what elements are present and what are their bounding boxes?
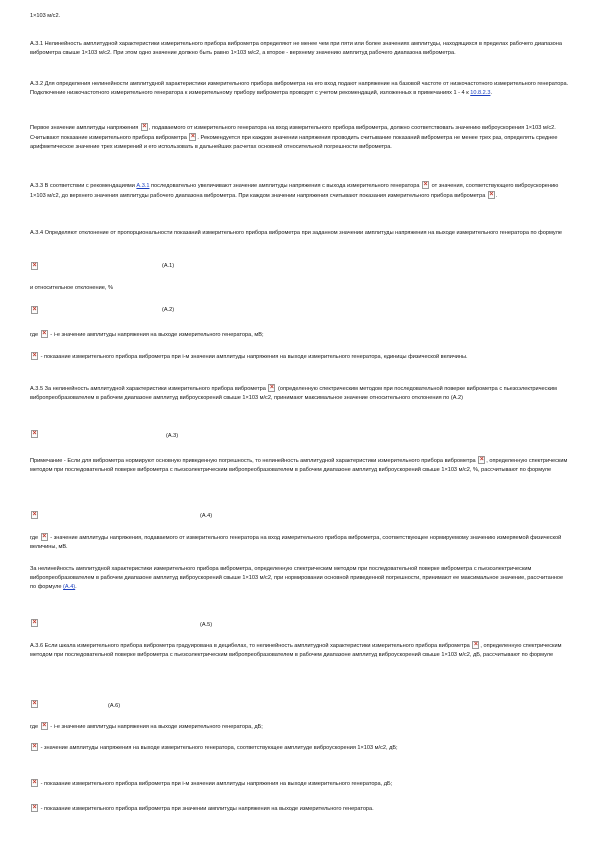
formula-number: (А.1): [162, 263, 175, 269]
text: . Рекомендуется при каждом значении напряжения проводить считывание показаний виброметра не менее трех раз, определять среднее арифметическое значение трех измерений и его использовать в дальнейших расчетах основной относительной погрешности виброметра.: [30, 134, 558, 150]
text: , определенную спектрическим методом при последовательной поверке виброметра с пьезоэлектрическим вибропреобразователем в рабочем диапазоне амплитуд виброускорений свыше 1×103 м/с2, дБ, рассчитывают по формуле: [30, 643, 562, 658]
paragraph-relative-deviation: [30, 284, 570, 293]
formula-image-icon: [268, 384, 275, 392]
formula-image-icon: [41, 533, 48, 541]
text: и относительное отклонение, %: [30, 285, 113, 291]
text: Первое значение амплитуды напряжения: [30, 125, 139, 131]
text: (определенную спектрическим методом при последовательной поверке виброметра с пьезоэлектрическим вибропреобразователем в рабочем диапазоне амплитуд виброускорений свыше 1×103 м/с2, принимают максимальное значение относительного отклонения по (А.2): [30, 386, 557, 401]
text: - показание измерительного прибора виброметра при i-м значении амплитуды напряжения на выходе измерительного генератора, единицы физической величины.: [40, 354, 468, 360]
formula-image-icon: [141, 123, 148, 131]
formula-image-icon: [31, 511, 38, 519]
text: от значения, соответствующего виброускорению 1×103 м/с2, до верхнего значения амплитуды рабочего диапазона виброметра. При каждом значении напряжения считывают показания измерительного прибора виброметра: [30, 183, 559, 199]
formula-image-icon: [31, 430, 38, 438]
paragraph-reading-db: [30, 779, 570, 789]
text: - i-е значение амплитуды напряжения на выходе измерительного генератора, дБ;: [50, 724, 263, 730]
text: Примечание - Если для виброметра нормируют основную приведенную погрешность, то нелинейность амплитудной характеристики измерительного прибора виброметра: [30, 458, 476, 464]
formula-image-icon: [41, 722, 48, 730]
paragraph-reading-final: [30, 804, 570, 814]
text: - показание измерительного прибора виброметра при i-м значении амплитуды напряжения на выходе измерительного генератора, дБ;: [40, 781, 393, 787]
text: , подаваемого от измерительного генератора на вход измерительного прибора виброметра, должно соответствовать значению виброускорения 1×103 м/с2. Считывают показание измерительного прибора виброметра: [30, 125, 556, 141]
text: где: [30, 535, 39, 541]
paragraph-reading: [30, 352, 570, 362]
formula-image-icon: [472, 641, 479, 649]
formula-image-icon: [422, 181, 429, 189]
text: - значение амплитуды напряжения, подаваемого от измерительного генератора на вход измерительного прибора виброметра, соответствующее нормируемому значению измеряемой физической величины, мВ.: [30, 535, 562, 550]
text: , определенную спектрическим методом при последовательной поверке виброметра с пьезоэлектрическим вибропреобразователем в рабочем диапазоне амплитуд виброускорений свыше 1×103 м/с2, %, рассчитывают по формуле: [30, 458, 568, 473]
text: А.3.1 Нелинейность амплитудной характеристики измерительного прибора виброметра определяют не менее чем при пяти или более значениях амплитуды, находящихся в пределах рабочего диапазона виброметра свыше 1×103 м/с2. При этом одно значение должно быть равно 1×103 м/с2, а второе - верхнему значению амплитуд рабочего диапазона виброметра.: [30, 41, 562, 56]
formula-image-icon: [478, 456, 485, 464]
paragraph-where-u: [30, 330, 570, 340]
paragraph-a-3-2: [30, 80, 570, 98]
formula-number: (А.3): [166, 433, 179, 439]
clause-link[interactable]: 10.8.2.3: [470, 89, 491, 96]
formula-image-icon: [41, 330, 48, 338]
paragraph-note: [30, 456, 570, 475]
formula-image-icon: [189, 133, 196, 141]
formula-image-icon: [31, 619, 38, 627]
formula-image-icon: [31, 700, 38, 708]
text: - i-е значение амплитуды напряжения на выходе измерительного генератора, мВ;: [50, 332, 264, 338]
paragraph-where-db: [30, 722, 570, 732]
formula-image-icon: [31, 804, 38, 812]
text: А.3.5 За нелинейность амплитудной характеристики измерительного прибора виброметра: [30, 386, 266, 392]
clause-link[interactable]: А.3.1: [136, 183, 150, 189]
formula-number: (А.6): [108, 703, 121, 709]
paragraph-a-3-5: [30, 384, 570, 403]
text: .: [495, 192, 498, 199]
paragraph-voltage-db: [30, 743, 570, 753]
paragraph-a-3-3: [30, 181, 570, 201]
formula-link[interactable]: (А.4): [63, 583, 76, 590]
formula-number: (А.5): [200, 622, 213, 628]
paragraph-a-3-6: [30, 641, 570, 660]
paragraph-continuation: [30, 12, 570, 21]
formula-image-icon: [31, 306, 38, 314]
text: За нелинейность амплитудной характеристики измерительного прибора виброметра, определенную спектрическим методом при последовательной поверке виброметра с пьезоэлектрическим вибропреобразователем в рабочем диапазоне амплитуд виброускорений свыше 1×103 м/с2, при нормировании основной приведенной погрешности, принимают ее максимальное значение, рассчитанное по формуле: [30, 566, 564, 590]
paragraph-first-voltage: [30, 123, 570, 152]
paragraph-reduced-error: [30, 565, 570, 592]
text: А.3.4 Определяют отклонение от пропорциональности показаний измерительного прибора виброметра при заданном значении амплитуды напряжения на выходе измерительного генератора по формуле: [30, 230, 562, 236]
paragraph-where-un: [30, 533, 570, 552]
text: .: [490, 89, 492, 96]
text: - показание измерительного прибора виброметра при значении амплитуды напряжения на выходе измерительного генератора.: [40, 806, 374, 812]
text: где: [30, 332, 39, 338]
text: 1×103 м/с2.: [30, 13, 61, 19]
text: .: [75, 583, 77, 590]
formula-image-icon: [31, 779, 38, 787]
text: последовательно увеличивают значение амплитуды напряжения с выхода измерительного генератора: [151, 183, 420, 189]
formula-number: (А.4): [200, 513, 213, 519]
text: А.3.3 В соответствии с рекомендациями: [30, 183, 135, 189]
formula-image-icon: [31, 262, 38, 270]
text: - значение амплитуды напряжения на выходе измерительного генератора, соответствующее амплитуде виброускорения 1×103 м/с2, дБ;: [40, 745, 398, 751]
formula-image-icon: [31, 743, 38, 751]
paragraph-a-3-1: [30, 40, 570, 58]
paragraph-a-3-4: [30, 229, 570, 238]
formula-image-icon: [488, 191, 495, 199]
text: где: [30, 724, 39, 730]
text: А.3.6 Если шкала измерительного прибора виброметра градуирована в децибелах, то нелинейность амплитудной характеристики измерительного прибора виброметра: [30, 643, 470, 649]
formula-image-icon: [31, 352, 38, 360]
text: А.3.2 Для определения нелинейности амплитудной характеристики измерительного прибора виброметра на его вход подают напряжение на базовой частоте от низкочастотного измерительного генератора. Подключение низкочастотного измерительного генератора к измерительному прибору виброметра проводят с учетом рекомендаций, изложенных в примечаниях 1 - 4 к: [30, 81, 569, 96]
formula-number: (А.2): [162, 307, 175, 313]
